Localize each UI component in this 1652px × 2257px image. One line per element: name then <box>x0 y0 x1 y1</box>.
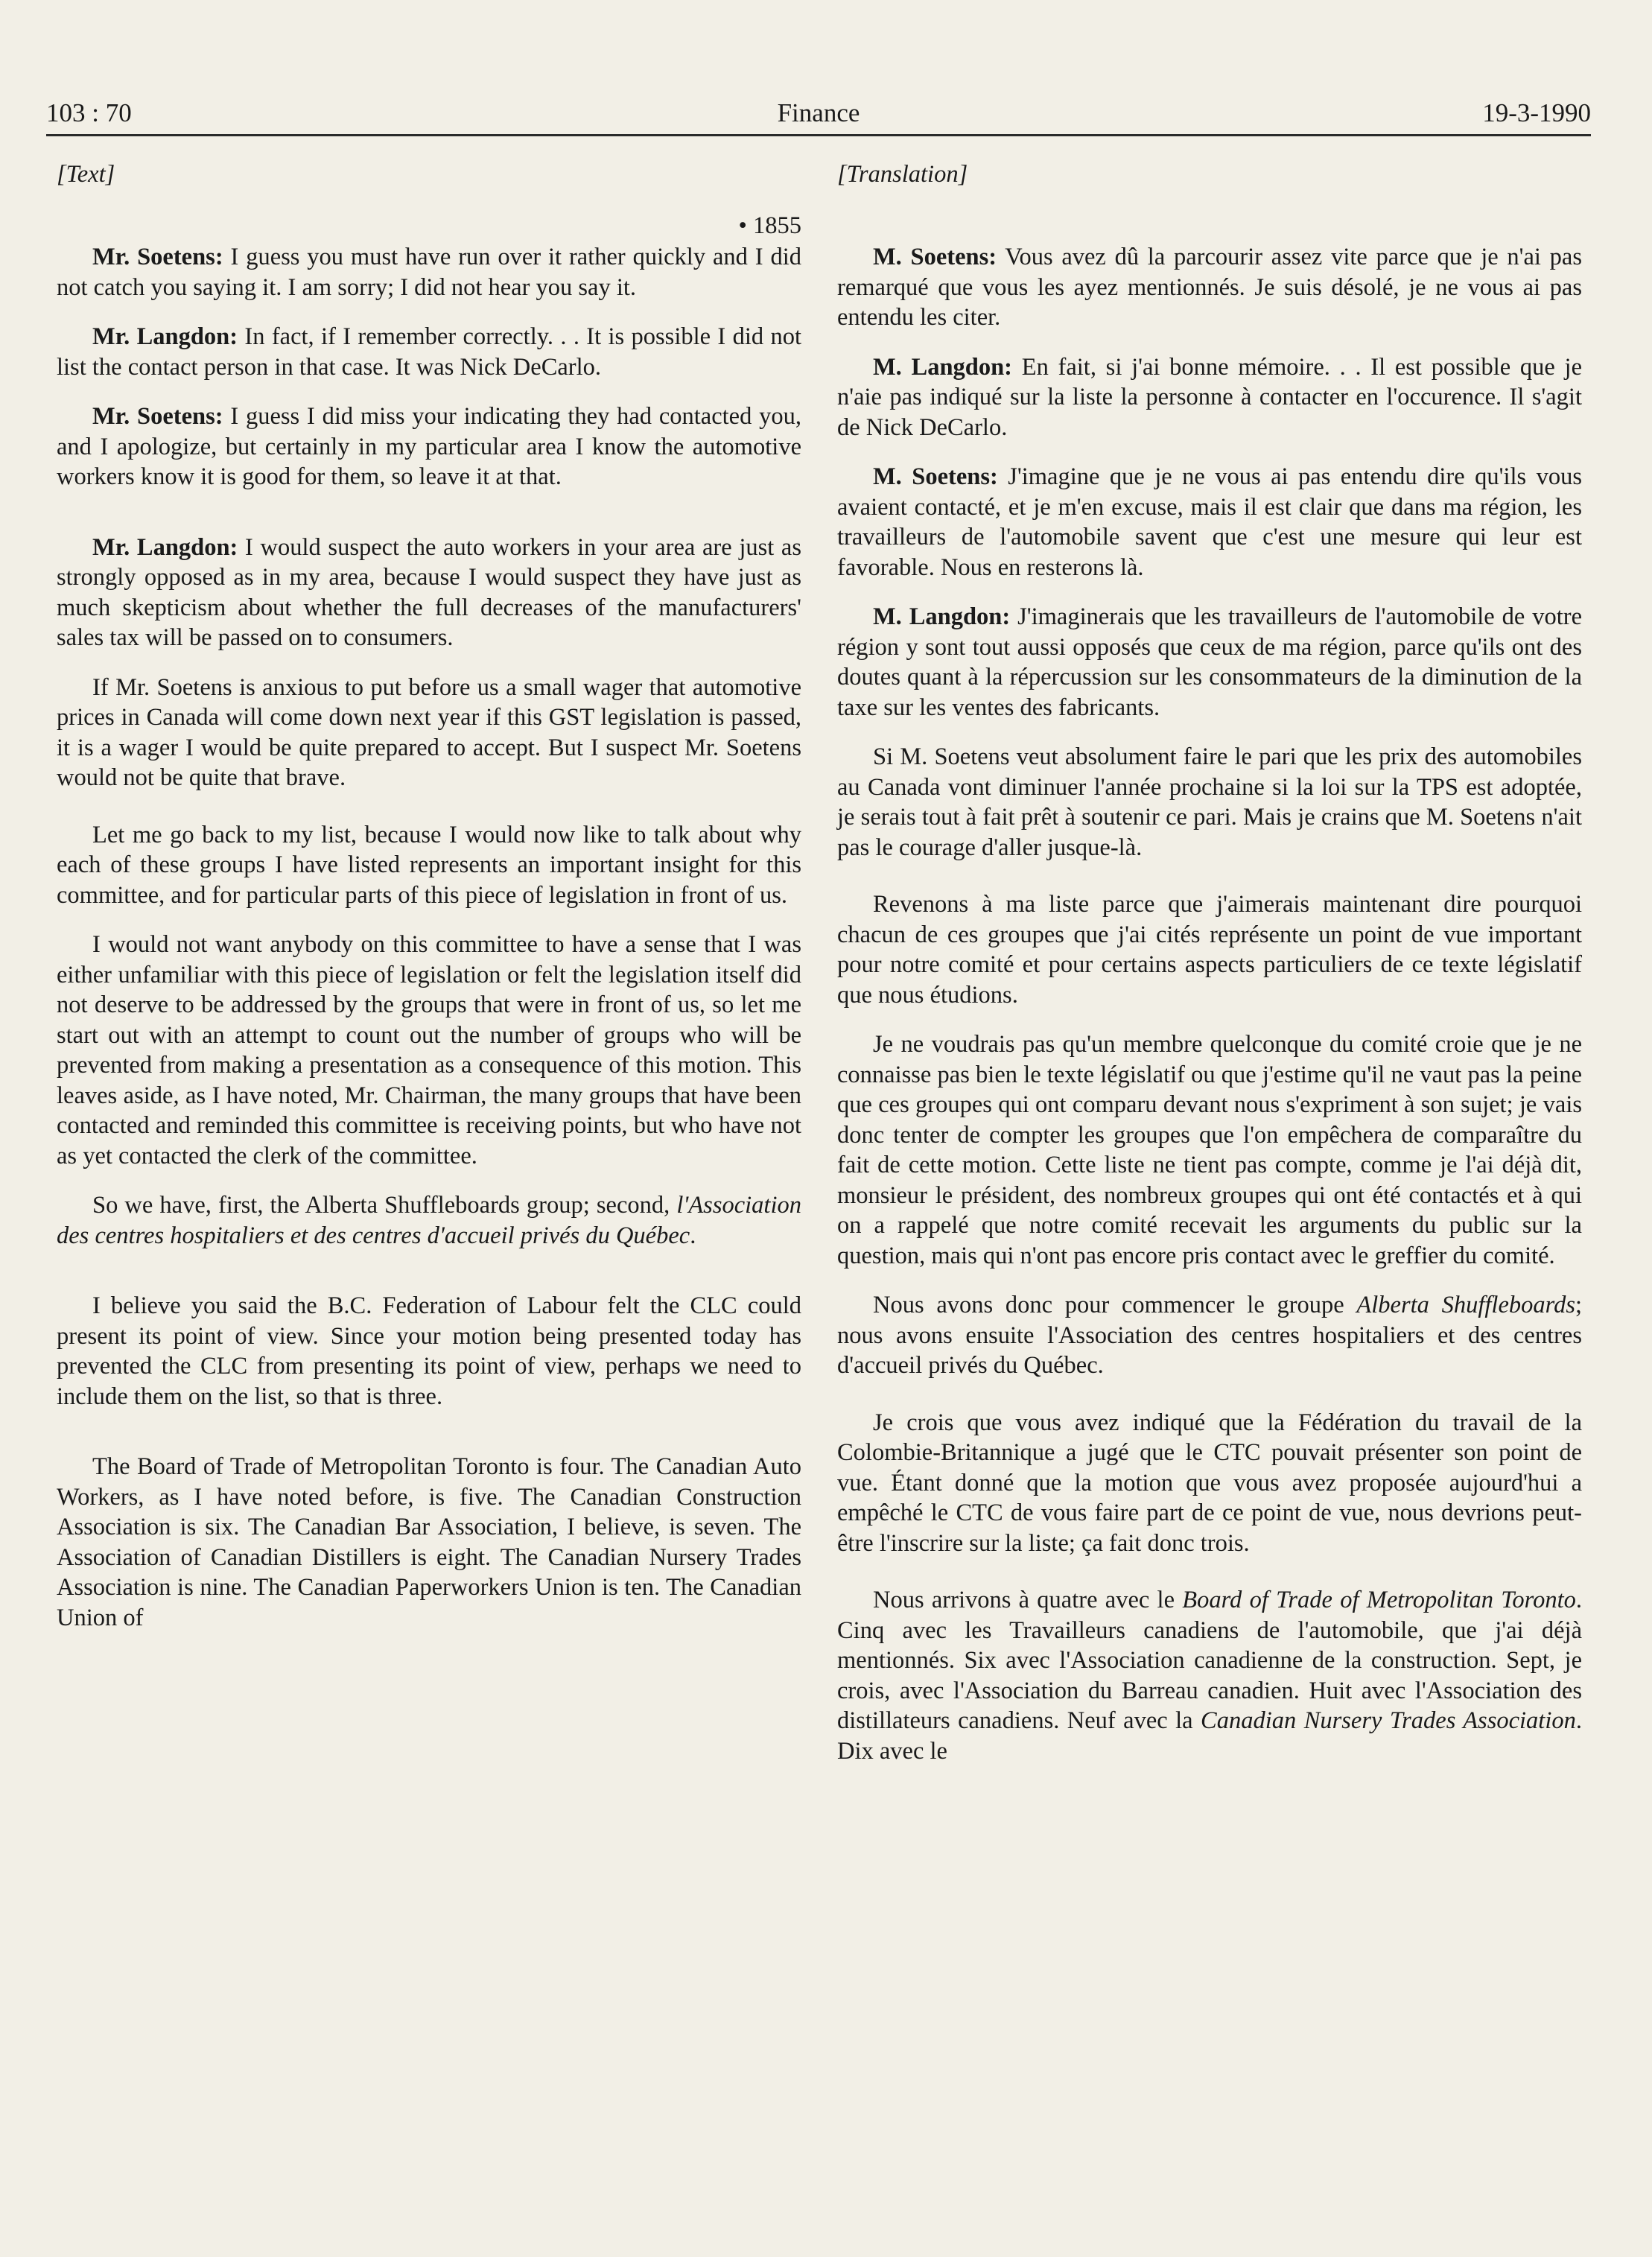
paragraph: Je ne voudrais pas qu'un membre quelconque du comité croie que je ne connaisse pas bien le texte législatif ou que j'estime qu'il ne vaut pas la peine que ces groupes qui ont comparu devant nous s'expriment à son sujet; je vais donc tenter de compter les groupes que l'on empêchera de comparaître du fait de cette motion. Cette liste ne tient pas compte, comme je l'ai déjà dit, monsieur le président, des nombreux groupes qui ont été contactés et à qui on a rappelé que notre comité recevait les arguments du public sur la question, mais qui n'ont pas encore pris contact avec le greffier du comité. <box>837 1031 1582 1269</box>
paragraph: The Board of Trade of Metropolitan Toronto is four. The Canadian Auto Workers, as I have noted before, is five. The Canadian Construction Association is six. The Canadian Bar Association, I believe, is seven. The Association of Canadian Distillers is eight. The Canadian Nursery Trades Association is nine. The Canadian Paperworkers Union is ten. The Canadian Union of <box>57 1453 801 1631</box>
marker-spacer <box>837 211 1582 241</box>
speech-text: I guess you must have run over it rather quickly and I did not catch you saying it. I am sorry; I did not hear you say it. <box>57 244 801 301</box>
speech-text: I would suspect the auto workers in your area are just as strongly opposed as in my area, because I would suspect they have just as much skepticism about whether the full decreases of the manufacturers' sales tax will be passed on to consumers. <box>57 533 801 651</box>
speaker-name: M. Soetens: <box>873 463 998 490</box>
text-run: Nous arrivons à quatre avec le <box>873 1587 1183 1613</box>
text-run: ; nous avons ensuite l'Association des centres hospitaliers et des centres d'accueil privés du Québec. <box>837 1292 1582 1379</box>
paragraph: I would not want anybody on this committee to have a sense that I was either unfamiliar with this piece of legislation or felt the legislation itself did not deserve to be addressed by the groups that were in front of us, so let me start out with an attempt to count out the number of groups who will be prevented from making a presentation as a consequence of this motion. This leaves aside, as I have noted, Mr. Chairman, the many groups that have been contacted and reminded this committee is receiving points, but who have not as yet contacted the clerk of the committee. <box>57 931 801 1169</box>
speech-text: J'imaginerais que les travailleurs de l'automobile de votre région y sont tout aussi opposés que ceux de ma région, parce qu'ils ont des doutes quant à la répercussion sur les consommateurs de la diminution de la taxe sur les ventes des fabricants. <box>837 603 1582 721</box>
lang-label-translation: [Translation] <box>837 161 968 188</box>
text-run: Nous avons donc pour commencer le groupe <box>873 1292 1357 1318</box>
paragraph <box>837 462 1582 582</box>
speaker-name: Mr. Langdon: <box>92 533 238 561</box>
page-number: 103 : 70 <box>46 98 132 127</box>
text-run: So we have, first, the Alberta Shuffleboards group; second, <box>92 1192 677 1219</box>
paragraph: Revenons à ma liste parce que j'aimerais maintenant dire pourquoi chacun de ces groupes que j'ai cités représente un point de vue important pour notre comité et pour certains aspects particuliers de ce texte législatif que nous étudions. <box>837 891 1582 1009</box>
french-column <box>837 159 1582 1785</box>
speaker-name: M. Langdon: <box>873 353 1012 381</box>
time-marker: • 1855 <box>738 212 801 239</box>
speaker-name: M. Soetens: <box>873 244 997 270</box>
paragraph: Let me go back to my list, because I would now like to talk about why each of these groups I have listed represents an important insight for this committee, and for particular parts of this piece of legislation in front of us. <box>57 821 801 909</box>
speech-text: Vous avez dû la parcourir assez vite parce que je n'ai pas remarqué que vous les ayez mentionnés. Je suis désolé, je ne vous ai pas entendu les citer. <box>837 244 1582 331</box>
paragraph <box>57 533 801 653</box>
paragraph: If Mr. Soetens is anxious to put before us a small wager that automotive prices in Canada will come down next year if this GST legislation is passed, it is a wager I would be quite prepared to accept. But I suspect Mr. Soetens would not be quite that brave. <box>57 673 801 791</box>
speaker-name: M. Langdon: <box>873 603 1011 630</box>
italic-name: Alberta Shuffleboards <box>1356 1292 1575 1318</box>
paragraph: Je crois que vous avez indiqué que la Fédération du travail de la Colombie-Britannique a jugé que le CTC pouvait présenter son point de vue. Étant donné que la motion que vous avez proposée aujourd'hui a empêché le CTC de vous faire part de ce point de vue, nous devrions peut-être l'inscrire sur la liste; ça fait donc trois. <box>837 1409 1582 1557</box>
italic-name: Board of Trade of Metropolitan Toronto <box>1182 1587 1576 1613</box>
paragraph <box>837 602 1582 723</box>
paragraph: I believe you said the B.C. Federation of Labour felt the CLC could present its point of view. Since your motion being presented today has prevented the CLC from presenting its point of view, perhaps we need to include them on the list, so that is three. <box>57 1292 801 1410</box>
paragraph <box>57 322 801 382</box>
text-run: . Cinq avec les Travailleurs canadiens de l'automobile, que j'ai déjà mentionnés. Six avec l'Association canadienne de la construction. Sept, je crois, avec l'Association du Barreau canadien. Huit avec l'Association des distillateurs canadiens. Neuf avec la <box>837 1587 1582 1734</box>
speech-text: J'imagine que je ne vous ai pas entendu dire qu'ils vous avaient contacté, et je m'en excuse, mais il est clair que dans ma région, les travailleurs de l'automobile savent que c'est une mesure qui leur est favorable. Nous en resterons là. <box>837 463 1582 581</box>
italic-name: l'Association des centres hospitaliers et des centres d'accueil privés du Québec <box>57 1192 801 1249</box>
section-title: Finance <box>777 98 860 127</box>
speech-text: In fact, if I remember correctly. . . It is possible I did not list the contact person in that case. It was Nick DeCarlo. <box>57 323 801 381</box>
paragraph <box>57 401 801 492</box>
paragraph <box>837 1585 1582 1766</box>
speaker-name: Mr. Soetens: <box>92 403 223 430</box>
paragraph <box>57 1190 801 1251</box>
speaker-name: Mr. Langdon: <box>92 323 238 350</box>
paragraph <box>837 242 1582 333</box>
paragraph <box>57 242 801 302</box>
speaker-name: Mr. Soetens: <box>92 244 223 270</box>
paragraph: Si M. Soetens veut absolument faire le pari que les prix des automobiles au Canada vont diminuer l'année prochaine si la loi sur la TPS est adoptée, je serais tout à fait prêt à soutenir ce pari. Mais je crains que M. Soetens n'ait pas le courage d'aller jusque-là. <box>837 743 1582 861</box>
date: 19-3-1990 <box>1482 98 1591 127</box>
paragraph <box>837 1290 1582 1381</box>
page-header <box>46 95 1591 136</box>
speech-text: I guess I did miss your indicating they had contacted you, and I apologize, but certainly in my particular area I know the automotive workers know it is good for them, so leave it at that. <box>57 403 801 490</box>
lang-label-text: [Text] <box>57 161 115 188</box>
speech-text: En fait, si j'ai bonne mémoire. . . Il est possible que je n'aie pas indiqué sur la liste la personne à contacter en l'occurence. Il s'agit de Nick DeCarlo. <box>837 353 1582 441</box>
text-run: . Dix avec le <box>837 1707 1582 1765</box>
paragraph <box>837 352 1582 443</box>
english-column <box>57 159 801 1652</box>
text-run: . <box>690 1222 696 1249</box>
italic-name: Canadian Nursery Trades Association <box>1201 1707 1576 1734</box>
